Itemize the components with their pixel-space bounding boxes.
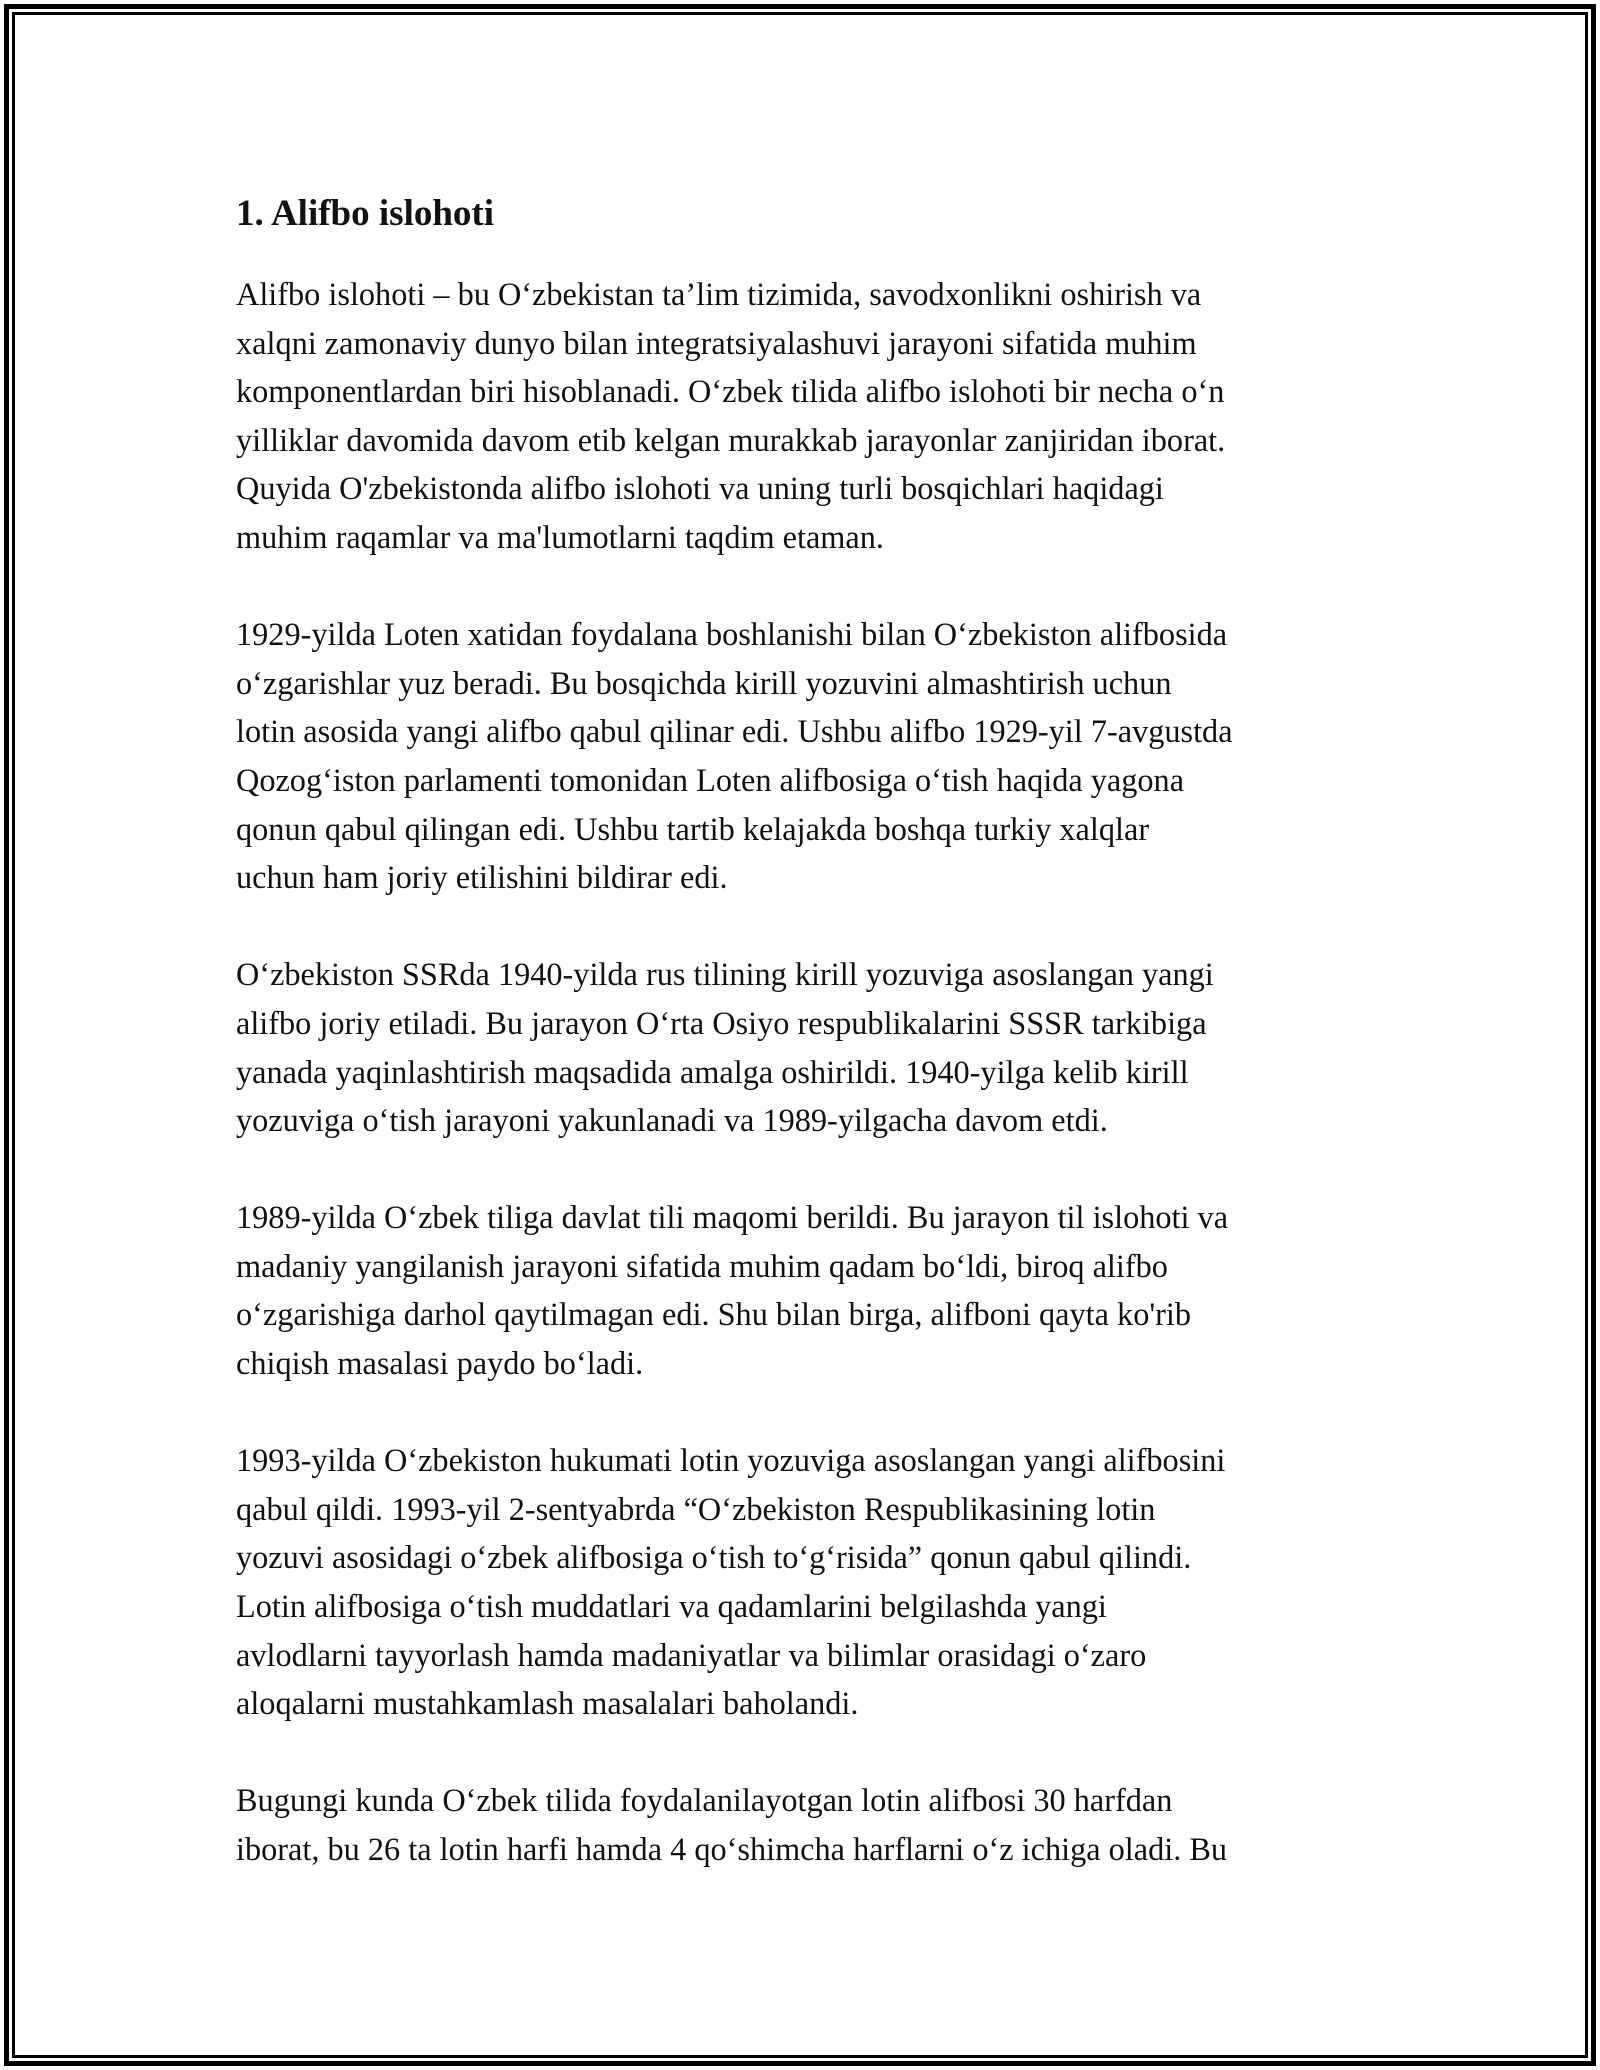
document-body [236,186,1376,1922]
section-heading: 1. Alifbo islohoti [236,193,495,234]
paragraph-1989: 1989-yilda O‘zbek tiliga davlat tili maqomi berildi. Bu jarayon til islohoti va madaniy yangilanish jarayoni sifatida muhim qadam bo‘ldi, biroq alifbo o‘zgarishiga darhol qaytilmagan edi. Shu bilan birga, alifboni qayta ko'rib chiqish masalasi paydo bo‘ladi. [236,1199,1229,1382]
paragraph-1993: 1993-yilda O‘zbekiston hukumati lotin yozuviga asoslangan yangi alifbosini qabul qildi. 1993-yil 2-sentyabrda “O‘zbekiston Respublikasining lotin yozuvi asosidagi o‘zbek alifbosiga o‘tish to‘g‘risida” qonun qabul qilindi. Lotin alifbosiga o‘tish muddatlari va qadamlarini belgilashda yangi avlodlarni tayyorlash hamda madaniyatlar va bilimlar orasidagi o‘zaro aloqalarni mustahkamlash masalalari baholandi. [236,1442,1226,1722]
paragraph-intro: Alifbo islohoti – bu O‘zbekistan ta’lim tizimida, savodxonlikni oshirish va xalqni zamonaviy dunyo bilan integratsiyalashuvi jarayoni sifatida muhim komponentlardan biri hisoblanadi. O‘zbek tilida alifbo islohoti bir necha o‘n yilliklar davomida davom etib kelgan murakkab jarayonlar zanjiridan iborat. Quyida O'zbekistonda alifbo islohoti va uning turli bosqichlari haqidagi muhim raqamlar va ma'lumotlarni taqdim etaman. [236,276,1226,555]
paragraph-today: Bugungi kunda O‘zbek tilida foydalanilayotgan lotin alifbosi 30 harfdan iborat, bu 26 ta lotin harfi hamda 4 qo‘shimcha harflarni o‘z ichiga oladi. Bu [236,1782,1228,1867]
paragraph-1929: 1929-yilda Loten xatidan foydalana boshlanishi bilan O‘zbekiston alifbosida o‘zgarishlar yuz beradi. Bu bosqichda kirill yozuvini almashtirish uchun lotin asosida yangi alifbo qabul qilinar edi. Ushbu alifbo 1929-yil 7-avgustda Qozog‘iston parlamenti tomonidan Loten alifbosiga o‘tish haqida yagona qonun qabul qilingan edi. Ushbu tartib kelajakda boshqa turkiy xalqlar uchun ham joriy etilishini bildirar edi. [236,616,1233,896]
paragraph-1940: O‘zbekiston SSRda 1940-yilda rus tilining kirill yozuviga asoslangan yangi alifbo joriy etiladi. Bu jarayon O‘rta Osiyo respublikalarini SSSR tarkibiga yanada yaqinlashtirish maqsadida amalga oshirildi. 1940-yilga kelib kirill yozuviga o‘tish jarayoni yakunlanadi va 1989-yilgacha davom etdi. [236,956,1214,1139]
